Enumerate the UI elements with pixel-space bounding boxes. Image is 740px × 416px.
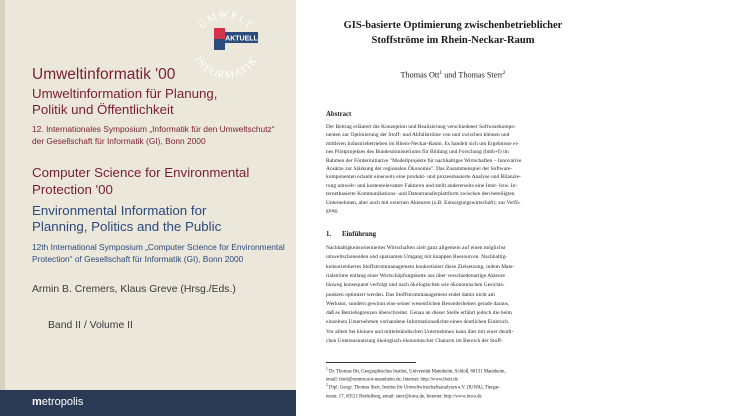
body-line: umweltschonenden und sparsamen Umgang mit knappen Ressourcen. Nachhaltig-	[326, 254, 508, 261]
body-line: punkten optimiert werden. Das Stoffstrommanagement endet damit nicht am	[326, 291, 495, 298]
abstract-line: rung umwelt- und kostenrelevanter Faktoren und stellt andererseits eine Inter- bzw. In-	[326, 182, 518, 189]
body-line: Vor allem bei kleinen und mittelständischen Unternehmen kann dies mit einer deutli-	[326, 328, 514, 335]
author-2: Thomas Sterr	[458, 70, 503, 80]
abstract-line: mittleren Industriebetrieben im Rhein-Neckar-Raum. Es handelt sich um Ergebnisse ei-	[326, 140, 519, 147]
body-line: Werkstor, sondern gewinnt eine seiner wesentlichen Besonderheiten gerade daraus,	[326, 300, 510, 307]
cover-symposium-de-2: der Gesellschaft für Informatik (GI), Bonn 2000	[32, 136, 206, 146]
footnote-rule	[326, 362, 416, 363]
footnote-text: tenstr. 17, 69121 Heidelberg, email: sterr@iuwa.de, Internet: http://www.iuwa.de	[326, 394, 482, 400]
cover-subtitle-de-1: Umweltinformation für Planung,	[32, 86, 218, 101]
cover-symposium-de-1: 12. Internationales Symposium „Informatik für den Umweltschutz“	[32, 124, 275, 134]
authors-conjunction: und	[442, 70, 459, 80]
cover-subtitle-en-1: Environmental Information for	[32, 203, 207, 218]
paper-title-line-2: Stoffströme im Rhein-Neckar-Raum	[371, 35, 535, 46]
footnote-text: Dipl. Geogr. Thomas Sterr, Institut für Umweltwirtschaftsanalysen e.V. (IUWA), Tiergar-	[327, 385, 501, 391]
footnote-text: email: thott@rumms.uni-mannheim.de, Internet: http://www.thott.de	[326, 377, 458, 383]
body-line: daß es Betriebsgrenzen überschreitet. Genau an dieser Stelle erfährt jedoch die beim	[326, 310, 512, 317]
abstract-line: gung.	[326, 208, 339, 214]
cover-title-de: Umweltinformatik '00	[32, 66, 176, 83]
logo-blue-square	[214, 39, 225, 50]
cover-spine-edge	[0, 0, 5, 416]
section-heading	[326, 231, 376, 238]
author-2-footnote-mark: 2	[502, 70, 506, 76]
abstract-line: nes Pilotprojektes des Bundesministeriums für Bildung und Forschung (bmb+f) im	[326, 149, 509, 156]
abstract-line: Unternehmen, aber auch mit externen Akteuren (z.B. Entsorgungswirtschaft), zur Verfü-	[326, 199, 521, 206]
logo-badge-text: AKTUELL	[225, 35, 258, 43]
body-line: keitsorientiertes Stoffstrommanagement konkretisiert diese Zielsetzung, indem Mate-	[326, 263, 515, 270]
publisher-name	[32, 396, 83, 408]
cover-title-en-1: Computer Science for Environmental	[32, 165, 250, 180]
body-line: Nachhaltigkeitsorientiertes Wirtschaften zielt ganz allgemein auf einen möglichst	[326, 245, 506, 251]
logo-top-word: UMWELT	[196, 9, 256, 32]
author-1-footnote-mark: 1	[439, 70, 443, 76]
footnote-line	[326, 383, 500, 391]
section-number: 1.	[326, 231, 332, 238]
section-title: Einführung	[342, 231, 377, 238]
paper-authors	[316, 70, 590, 80]
publisher-rest: etropolis	[41, 396, 84, 408]
body-line: hinweg konsequent verfolgt und nach ökologischen wie ökonomischen Gesichts-	[326, 282, 505, 289]
cover-symposium-en-1: 12th International Symposium „Computer Science for Environmental	[32, 242, 285, 252]
cover-editors: Armin B. Cremers, Klaus Greve (Hrsg./Eds.)	[32, 284, 236, 295]
abstract-line: Der Beitrag erläutert die Konzeption und Realisierung verschiedener Softwarekompo-	[326, 124, 517, 130]
svg-text:INFORMATIK	[192, 55, 260, 80]
body-line: einzelnen Unternehmen vorhandene Informationsdichte einen deutlichen Einbruch.	[326, 319, 510, 326]
abstract-line: ternetbasierte Kommunikations- und Datentransferplattform zwischen den beteiligten	[326, 191, 515, 198]
cover-symposium-en-2: Protection“ of Gesellschaft für Informatik (GI), Bonn 2000	[32, 254, 244, 264]
paper-title-line-1: GIS-basierte Optimierung zwischenbetrieblicher	[343, 20, 563, 31]
cover-subtitle-en-2: Planning, Politics and the Public	[32, 219, 222, 234]
body-line: chen Unterausnutzung ökologisch-ökonomischer Chancen im Bereich der Stoff-	[326, 338, 503, 344]
footnote-mark: 1	[326, 367, 328, 371]
cover-volume: Band II / Volume II	[48, 320, 133, 331]
footnote-line	[326, 375, 458, 383]
cover-title-en-2: Protection '00	[32, 182, 113, 197]
abstract-line: Ansätze zur Stärkung der regionalen Ökonomie". Das Zusammenspiel der Software-	[326, 166, 513, 172]
logo-red-square	[214, 28, 225, 39]
abstract-line: nenten zur Optimierung der Stoff- und Abfallströme von und zwischen kleinen und	[326, 132, 510, 139]
svg-text:UMWELT	[197, 10, 256, 32]
abstract-heading: Abstract	[326, 111, 352, 118]
footnote-line	[326, 392, 482, 400]
footnote-line	[326, 367, 506, 375]
abstract-line: Rahmen der Förderinitiative "Modellprojekte für nachhaltiges Wirtschaften – Innovative	[326, 157, 522, 164]
cover-subtitle-de-2: Politik und Öffentlichkeit	[32, 102, 174, 117]
author-1: Thomas Ott	[400, 70, 440, 80]
publisher-initial: m	[32, 396, 42, 408]
umwelt-informatik-logo	[178, 4, 274, 80]
book-cover	[0, 0, 296, 416]
paper-page	[296, 0, 740, 416]
body-line: rialströme entlang einer Wertschöpfungskette aus über verschiedenartige Akteure	[326, 272, 505, 279]
footnote-mark: 2	[326, 383, 328, 388]
logo-bottom-word: INFORMATIK	[191, 54, 261, 80]
abstract-line: komponenten erlaubt einerseits eine produkt- und prozessbasierte Analyse und Bilanzie-	[326, 174, 521, 181]
footnote-text: Dr. Thomas Ott, Geographisches Institut, Universität Mannheim, Schloß, 68131 Mannheim,	[327, 369, 506, 375]
